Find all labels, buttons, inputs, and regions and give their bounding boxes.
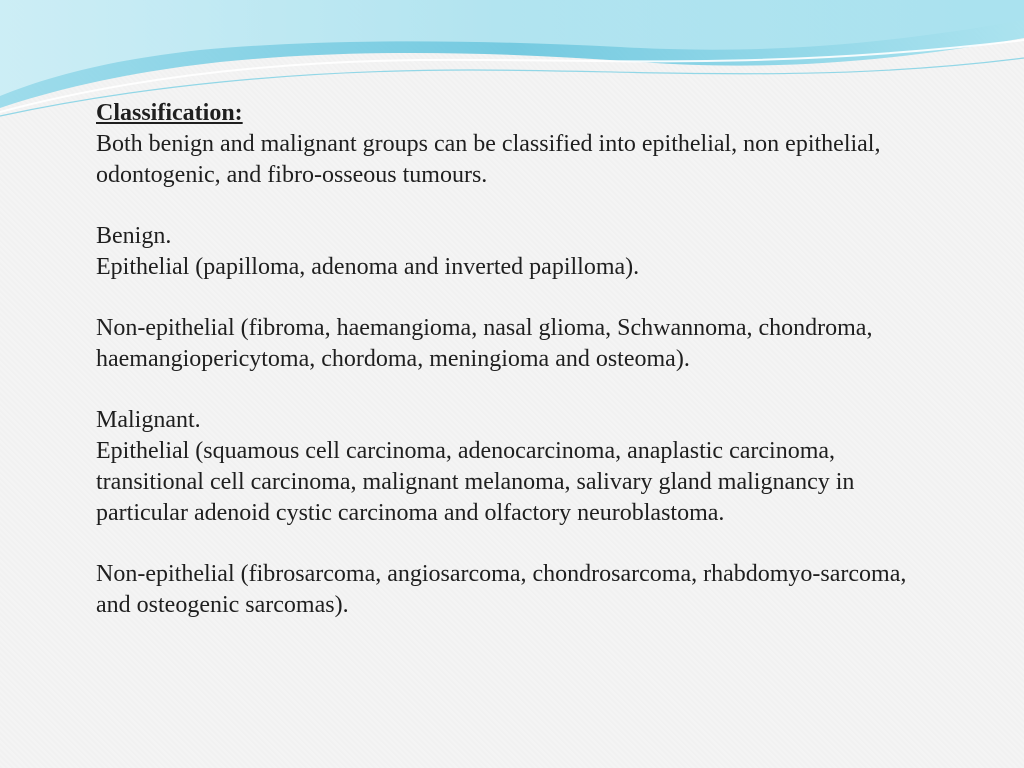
malignant-title: Malignant. [96, 407, 201, 433]
benign-non-epithelial: Non-epithelial (fibroma, haemangioma, nasal glioma, Schwannoma, chondroma, haemangiopericytoma, chordoma, meningioma and osteoma). [96, 315, 873, 372]
spacer [96, 191, 916, 221]
slide-content [96, 98, 916, 621]
spacer [96, 529, 916, 559]
malignant-non-epithelial: Non-epithelial (fibrosarcoma, angiosarcoma, chondrosarcoma, rhabdomyo-sarcoma, and osteogenic sarcomas). [96, 561, 907, 618]
benign-epithelial: Epithelial (papilloma, adenoma and inverted papilloma). [96, 254, 640, 280]
spacer [96, 375, 916, 405]
malignant-epithelial: Epithelial (squamous cell carcinoma, adenocarcinoma, anaplastic carcinoma, transitional cell carcinoma, malignant melanoma, salivary gland malignancy in particular adenoid cystic carcinoma and olfactory neuroblastoma. [96, 438, 855, 526]
intro-paragraph: Both benign and malignant groups can be classified into epithelial, non epithelial, odontogenic, and fibro-osseous tumours. [96, 131, 881, 188]
benign-title: Benign. [96, 223, 172, 249]
classification-heading: Classification: [96, 100, 243, 126]
spacer [96, 283, 916, 313]
